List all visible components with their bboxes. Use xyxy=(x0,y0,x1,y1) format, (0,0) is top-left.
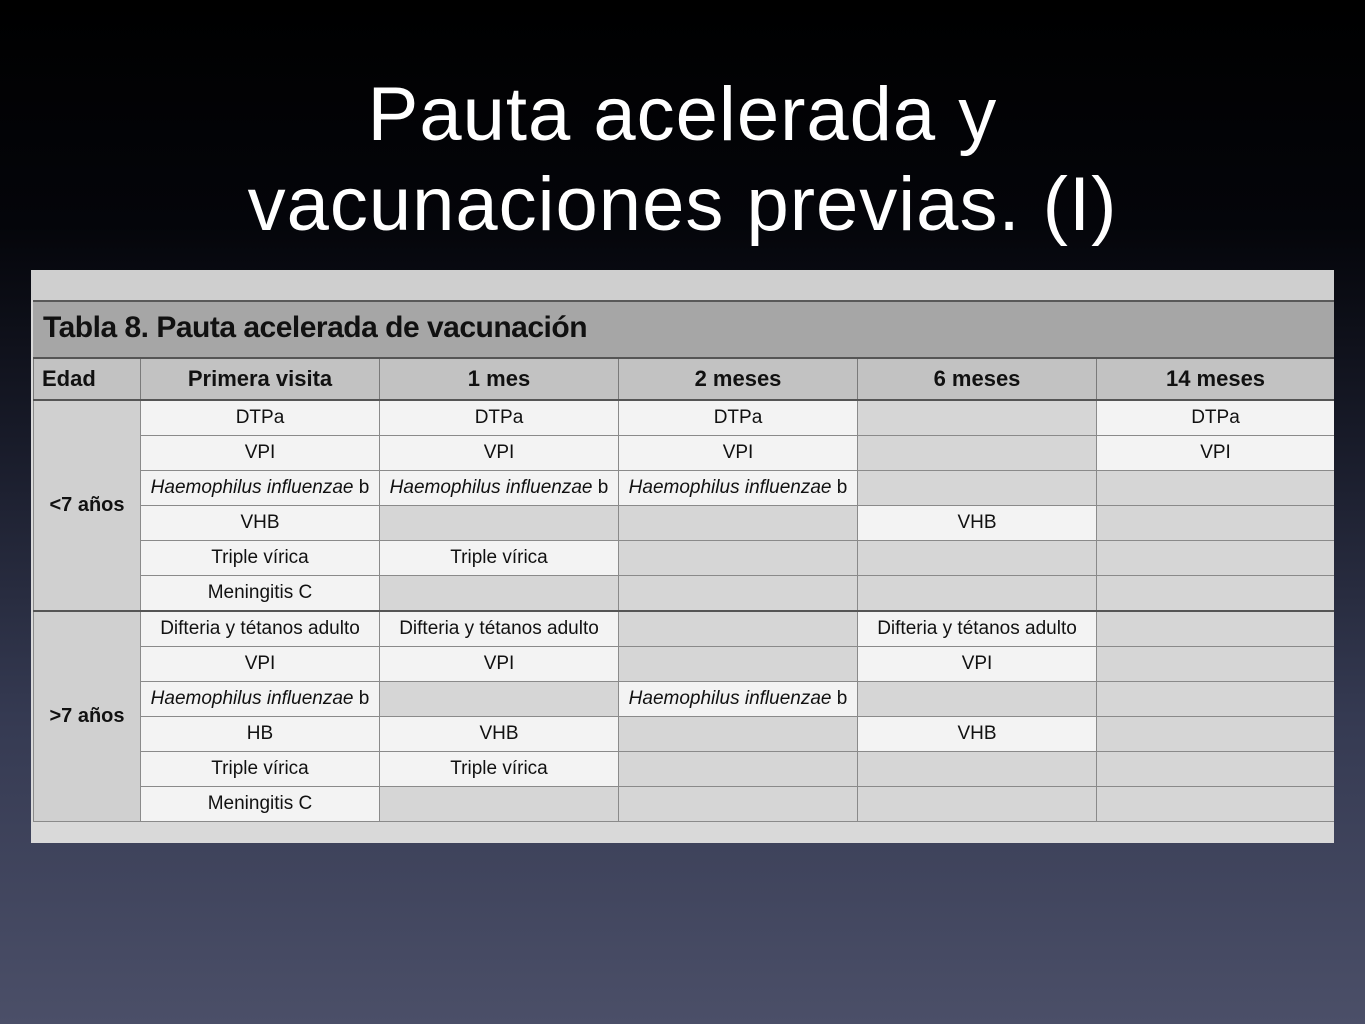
vaccine-cell xyxy=(858,400,1097,436)
vaccine-cell: VHB xyxy=(858,717,1097,752)
vaccine-cell: DTPa xyxy=(619,400,858,436)
vaccine-cell xyxy=(380,576,619,612)
table-body xyxy=(34,400,1335,822)
table-row xyxy=(34,787,1335,822)
vaccine-cell xyxy=(380,787,619,822)
table-row xyxy=(34,717,1335,752)
vaccine-cell xyxy=(619,471,858,506)
vaccine-name-italic: Haemophilus influenzae xyxy=(628,477,832,498)
vaccine-cell: Meningitis C xyxy=(141,787,380,822)
vaccine-name-suffix: b xyxy=(831,477,848,498)
vaccine-cell xyxy=(619,752,858,787)
header-cell: 6 meses xyxy=(858,358,1097,400)
vaccine-cell xyxy=(141,682,380,717)
vaccine-cell xyxy=(1097,717,1335,752)
vaccine-cell: VPI xyxy=(619,436,858,471)
vaccine-name-italic: Haemophilus influenzae xyxy=(389,477,593,498)
vaccine-name-italic: Haemophilus influenzae xyxy=(150,688,354,709)
vaccine-cell xyxy=(858,576,1097,612)
vaccine-cell xyxy=(141,471,380,506)
vaccine-cell xyxy=(858,787,1097,822)
table-row xyxy=(34,752,1335,787)
vaccine-cell xyxy=(858,436,1097,471)
vaccine-cell: VHB xyxy=(858,506,1097,541)
vaccine-cell xyxy=(380,471,619,506)
header-cell: 14 meses xyxy=(1097,358,1335,400)
vaccine-cell: VHB xyxy=(380,717,619,752)
vaccine-cell: Triple vírica xyxy=(380,541,619,576)
age-group-cell: >7 años xyxy=(34,611,141,822)
vaccine-cell xyxy=(1097,471,1335,506)
vaccine-cell xyxy=(858,682,1097,717)
table-heading xyxy=(33,300,1334,357)
vaccine-cell: Difteria y tétanos adulto xyxy=(858,611,1097,647)
vaccine-cell: Difteria y tétanos adulto xyxy=(380,611,619,647)
table-row xyxy=(34,471,1335,506)
vaccine-cell xyxy=(1097,506,1335,541)
vaccine-cell xyxy=(619,506,858,541)
table-row xyxy=(34,576,1335,612)
vaccine-name-suffix: b xyxy=(353,688,370,709)
vaccine-name-italic: Haemophilus influenzae xyxy=(628,688,832,709)
vaccine-cell xyxy=(619,717,858,752)
vaccine-cell: HB xyxy=(141,717,380,752)
vaccine-cell: VPI xyxy=(141,647,380,682)
vaccine-cell: Triple vírica xyxy=(380,752,619,787)
vaccine-cell xyxy=(1097,752,1335,787)
vaccine-cell xyxy=(619,647,858,682)
vaccine-cell: VPI xyxy=(141,436,380,471)
vaccine-name-suffix: b xyxy=(592,477,609,498)
vaccine-cell: VHB xyxy=(141,506,380,541)
age-group-cell: <7 años xyxy=(34,400,141,611)
scanned-table-image xyxy=(31,270,1334,843)
header-cell: Edad xyxy=(34,358,141,400)
vaccine-cell: Difteria y tétanos adulto xyxy=(141,611,380,647)
slide-title-line-2: vacunaciones previas. (I) xyxy=(247,162,1118,247)
header-cell: 1 mes xyxy=(380,358,619,400)
vaccine-cell xyxy=(619,682,858,717)
table-row xyxy=(34,611,1335,647)
vaccine-cell xyxy=(619,541,858,576)
vaccine-cell xyxy=(619,611,858,647)
slide-title xyxy=(0,70,1365,250)
vaccine-cell xyxy=(1097,787,1335,822)
vaccine-cell xyxy=(1097,576,1335,612)
table-row xyxy=(34,506,1335,541)
vaccination-schedule-table xyxy=(33,357,1334,822)
vaccine-cell xyxy=(858,541,1097,576)
vaccine-cell xyxy=(1097,611,1335,647)
vaccine-cell: VPI xyxy=(380,436,619,471)
vaccine-cell xyxy=(858,752,1097,787)
header-cell: 2 meses xyxy=(619,358,858,400)
vaccine-name-italic: Haemophilus influenzae xyxy=(150,477,354,498)
table-row xyxy=(34,682,1335,717)
vaccine-cell: DTPa xyxy=(141,400,380,436)
vaccine-cell: Triple vírica xyxy=(141,752,380,787)
vaccine-cell: Meningitis C xyxy=(141,576,380,612)
vaccine-cell: VPI xyxy=(380,647,619,682)
slide-title-line-1: Pauta acelerada y xyxy=(367,72,998,157)
vaccine-cell xyxy=(619,576,858,612)
vaccine-cell xyxy=(1097,682,1335,717)
table-row xyxy=(34,436,1335,471)
vaccine-cell xyxy=(1097,647,1335,682)
vaccine-cell: DTPa xyxy=(1097,400,1335,436)
vaccine-cell: DTPa xyxy=(380,400,619,436)
table-header-row xyxy=(34,358,1335,400)
vaccine-cell xyxy=(858,471,1097,506)
header-cell: Primera visita xyxy=(141,358,380,400)
scan-top-strip xyxy=(31,270,1334,300)
table-row xyxy=(34,400,1335,436)
vaccine-name-suffix: b xyxy=(831,688,848,709)
vaccine-cell: VPI xyxy=(1097,436,1335,471)
vaccine-cell xyxy=(380,682,619,717)
vaccine-name-suffix: b xyxy=(353,477,370,498)
vaccine-cell: VPI xyxy=(858,647,1097,682)
table-row xyxy=(34,541,1335,576)
table-row xyxy=(34,647,1335,682)
table-caption: Tabla 8. Pauta acelerada de vacunación xyxy=(43,311,588,344)
vaccine-cell: Triple vírica xyxy=(141,541,380,576)
vaccine-cell xyxy=(1097,541,1335,576)
vaccine-cell xyxy=(380,506,619,541)
vaccine-cell xyxy=(619,787,858,822)
